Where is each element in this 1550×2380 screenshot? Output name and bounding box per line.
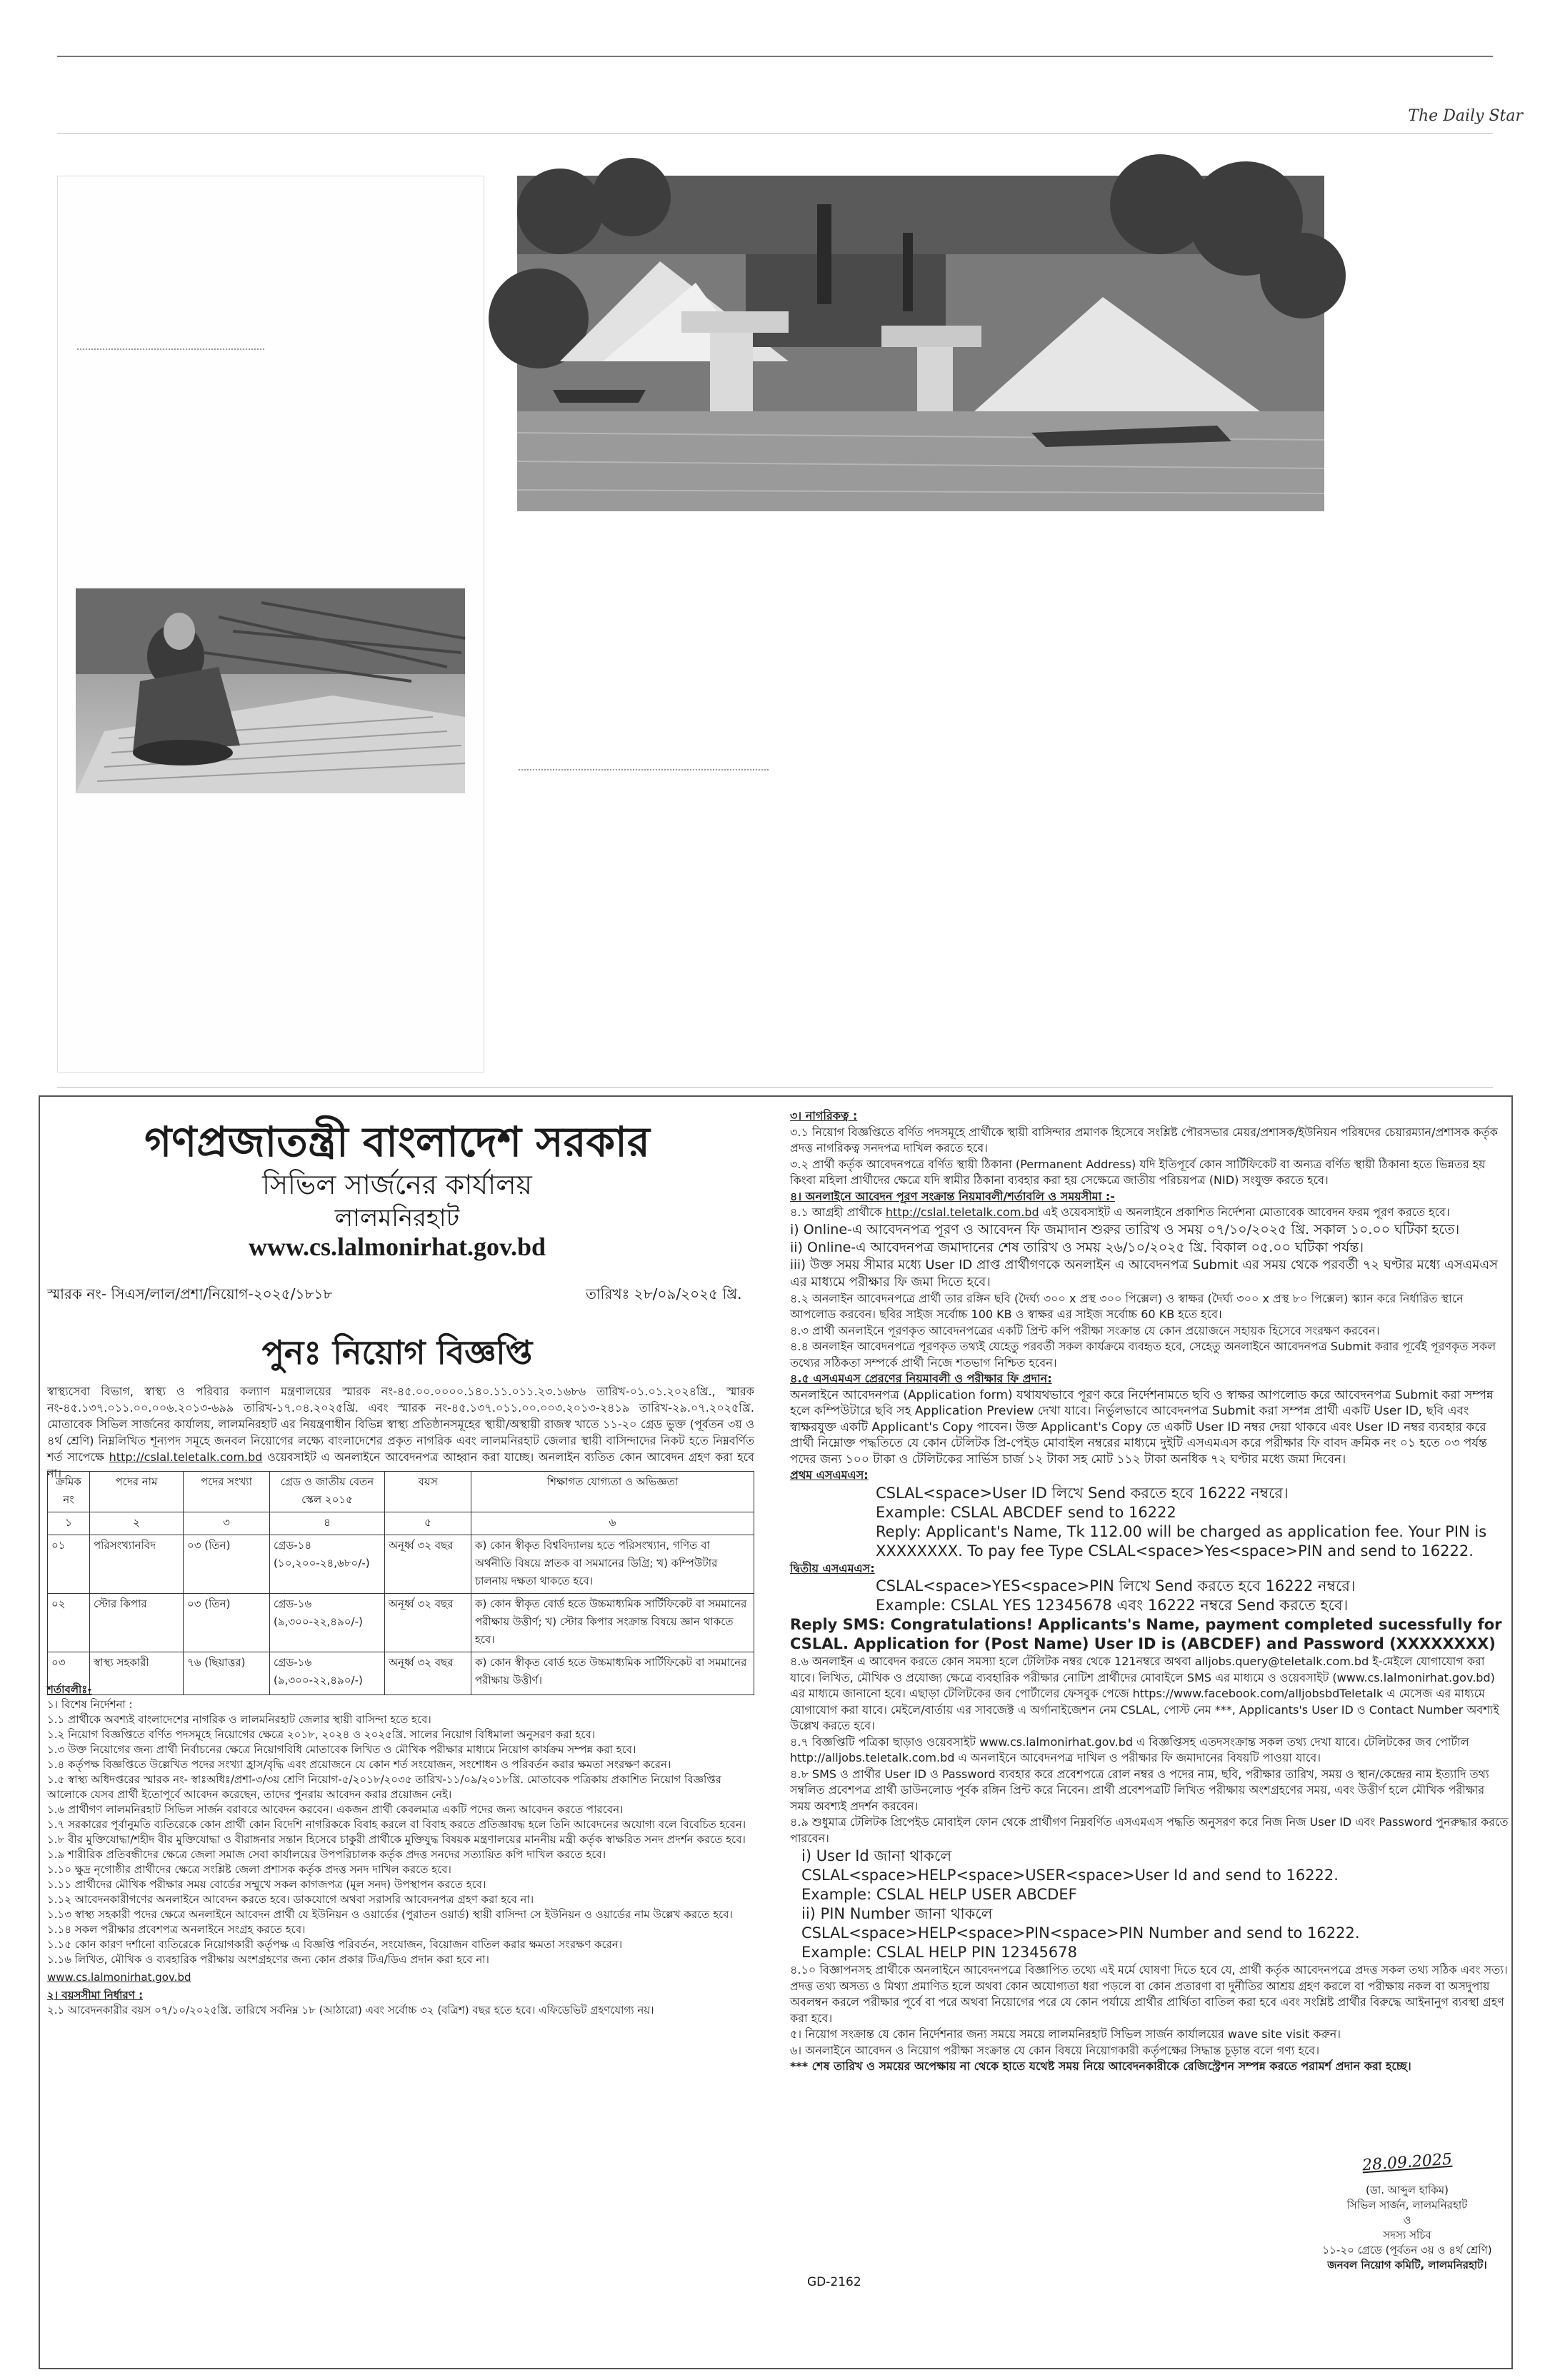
condition-item: ১.৯ শারীরিক প্রতিবন্ধীদের ক্ষেত্রে জেলা সমাজ সেবা কার্যালয়ের উপপরিচালক কর্তৃক প্রদত্ত সনদের সত্যায়িত কপি দাখিল করতে হবে। [47,1848,606,1861]
online-rule-1-pre: ৪.১ আগ্রহী প্রার্থীকে [790,1205,882,1219]
notice-website: www.cs.lalmonirhat.gov.bd [248,1232,546,1261]
retrieve-pin: ii) PIN Number জানা থাকলে [801,1905,993,1922]
condition-item: ১.৫ স্বাস্থ্য অধিদপ্তরের স্মারক নং- স্বাঃঅধিঃ/প্রশা-৩/৩য় শ্রেণি নিয়োগ-৫/২০১৮/২০৩৫ তারিখ-১১/০৯/২০১৮খ্রি. মোতাবেক পত্রিকায় প্রকাশিত নিয়োগ বিজ্ঞপ্তির আলোকে যেসব প্রার্থী ইতোপূর্বে আবেদন করেছেন, তাদের পুনরায় আবেদন করার প্রয়োজন নেই। [47,1773,721,1801]
gd-code: GD-2162 [807,2275,861,2289]
row-grade: গ্রেড-১৬ (৯,৩০০-২২,৪৯০/-) [270,1594,385,1652]
condition-item: ১.১৫ কোন কারণ দর্শানো ব্যতিরেকে নিয়োগকারী কর্তৃপক্ষ এ বিজ্ঞপ্তি পরিবর্তন, সংযোজন, বিয়োজন বাতিল করার ক্ষমতা সংরক্ষণ করেন। [47,1938,623,1951]
row-count: ০৩ (তিন) [184,1535,270,1594]
condition-item: ১। বিশেষ নির্দেশনা : [47,1698,133,1711]
online-heading: ৪। অনলাইনে আবেদন পূরণ সংক্রান্ত নিয়মাবলী/শর্তাবলি ও সময়সীমা :- [790,1189,1115,1203]
table-row [48,1594,754,1652]
photo-rule: ৪.২ অনলাইন আবেদনপত্রে প্রার্থী তার রঙ্গিন ছবি (দৈর্ঘ্য ৩০০ x প্রস্থ ৩০০ পিক্সেল) ও স্বাক্ষর (দৈর্ঘ্য ৩০০ x প্রস্থ ৮০ পিক্সেল) স্ক্যান করে নির্ধারিত স্থানে আপলোড করবেন। ছবির সাইজ সর্বোচ্চ 100 KB ও স্বাক্ষর এর সাইজ সর্বোচ্চ 60 KB হতে হবে। [790,1291,1464,1321]
signatory-committee-2: জনবল নিয়োগ কমিটি, লালমনিরহাট। [1327,2259,1487,2271]
signature-scrawl: 28.09.2025 [1361,2150,1453,2175]
condition-item: ১.৭ সরকারের পূর্বানুমতি ব্যতিরেকে কোন প্রার্থী কোন বিদেশি নাগরিককে বিবাহ করলে বা বিবাহ করতে প্রতিজ্ঞাবদ্ধ হলে তিনি আবেদনের অযোগ্য বলে বিবেচিত হবেন। [47,1818,746,1831]
col-qualification: শিক্ষাগত যোগ্যতা ও অভিজ্ঞতা [471,1472,754,1512]
notice-top-rule [57,1087,1493,1088]
citizenship-heading: ৩। নাগরিকত্ব : [790,1109,858,1123]
col-age: বয়স [385,1472,471,1512]
notice-government-title: গণপ্রজাতন্ত্রী বাংলাদেশ সরকার [144,1118,650,1166]
second-sms-example: Example: CSLAL YES 12345678 এবং 16222 নম্বরে Send করতে হবে। [876,1597,1349,1614]
table-row [48,1535,754,1594]
retrieve-user: i) User Id জানা থাকলে [801,1847,952,1864]
warning-rule: ৪.১০ বিজ্ঞাপনসহ প্রার্থীকে অনলাইনে আবেদনপত্রে বিজ্ঞাপিত তথ্যে এই মর্মে ঘোষণা দিতে হবে যে, প্রার্থী কর্তৃক আবেদনপত্রে প্রদত্ত সকল তথ্য সঠিক এবং সত্য। প্রদত্ত তথ্য অসত্য ও মিথ্যা প্রমাণিত হলে অথবা কোন অযোগ্যতা ধরা পড়লে বা কোন প্রতারণা বা দুর্নীতির আশ্রয় গ্রহণ করলে বা পরীক্ষায় নকল বা অসদুপায় অবলম্বন করলে পরীক্ষার পূর্বে বা পরে অথবা নিয়োগের পরে যে কোন পর্যায়ে প্রার্থীর প্রার্থিতা বাতিল করা হবে এবং সংশ্লিষ্ট প্রার্থীর বিরুদ্ধে আইনানুগ ব্যবস্থা গ্রহণ করা হবে। [790,1963,1508,2025]
first-sms-example: Example: CSLAL ABCDEF send to 16222 [876,1503,1176,1521]
col-grade: গ্রেড ও জাতীয় বেতন স্কেল ২০১৫ [270,1472,385,1512]
index-cell: ২ [90,1512,184,1535]
row-serial: ০২ [48,1594,90,1652]
condition-item: ১.১৪ সকল পরীক্ষার প্রবেশপত্র অনলাইনে সংগ্রহ করতে হবে। [47,1923,306,1936]
index-cell: ১ [48,1512,90,1535]
intro-link[interactable]: http://cslal.teletalk.com.bd [109,1450,263,1464]
index-cell: ৫ [385,1512,471,1535]
condition-item: ১.১২ আবেদনকারীগণের অনলাইনে আবেদন করতে হবে। ডাকযোগে অথবা সরাসরি আবেদনপত্র গ্রহণ করা হবে না। [47,1893,534,1906]
condition-item: ১.৮ বীর মুক্তিযোদ্ধা/শহীদ বীর মুক্তিযোদ্ধা ও বীরাঙ্গনার সন্তান হিসেবে চাকুরী প্রার্থীকে মুক্তিযুদ্ধ বিষয়ক মন্ত্রণালয়ের মাননীয় মন্ত্রী কর্তৃক স্বাক্ষরিত সনদ প্রদর্শন করতে হবে। [47,1833,746,1846]
teletalk-link[interactable]: http://cslal.teletalk.com.bd [885,1205,1039,1219]
row-serial: ০৩ [48,1652,90,1695]
correct-rule: ৪.৪ অনলাইন আবেদনপত্রে পূরণকৃত তথ্যই যেহেতু পরবর্তী সকল কার্যক্রমে ব্যবহৃত হবে, সেহেতু অনলাইনে আবেদনপত্র Submit করার পূর্বেই পূরণকৃত সকল তথ্যের সঠিকতা সম্পর্কে প্রার্থী নিজে শতভাগ নিশ্চিত হবেন। [790,1340,1496,1370]
online-rule-1-post: এই ওয়েবসাইট এ অনলাইনে প্রকাশিত নির্দেশনা মোতাবেক আবেদন ফরম পূরণ করতে হবে। [1042,1205,1450,1219]
sms-password-rule: ৪.৮ SMS ও প্রার্থীর User ID ও Password ব্যবহার করে প্রবেশপত্রে রোল নম্বর ও পদের নাম, ছবি, পরীক্ষার তারিখ, সময় ও স্থান/কেন্দ্রের নাম ইত্যাদি তথ্য সম্বলিত প্রবেশপত্র প্রার্থী ডাউনলোড পূর্বক রঙ্গিন প্রিন্ট করে নিবেন। প্রার্থী প্রবেশপত্রটি লিখিত পরীক্ষায় অংশগ্রহণের সময়, এবং উত্তীর্ণ হলে মৌখিক পরীক্ষার সময় অবশ্যই প্রদর্শন করবেন। [790,1767,1489,1813]
second-sms-heading: দ্বিতীয় এসএমএস: [790,1561,875,1575]
first-sms-reply: Reply: Applicant's Name, Tk 112.00 will be charged as application fee. Your PIN is XXXXXXXX. To pay fee Type CSLAL<space>Yes<space>PIN and send to 16222. [876,1522,1487,1560]
condition-item: ১.৪ কর্তৃপক্ষ বিজ্ঞপ্তিতে উল্লেখিত পদের সংখ্যা হ্রাস/বৃদ্ধি এবং প্রয়োজনে যে কোন শর্ত সংযোজন, সংশোধন ও পরিবর্তন করার ক্ষমতা সংরক্ষণ করেন। [47,1758,671,1771]
condition-item: ১.৩ উক্ত নিয়োগের জন্য প্রার্থী নির্বাচনের ক্ষেত্রে নিয়োগবিধি মোতাবেক লিখিত ও মৌখিক পরীক্ষার মাধ্যমে নিয়োগ কার্যক্রম সম্পন্ন করা হবে। [47,1743,636,1756]
weaver-photo [76,588,465,793]
age-heading: ২। বয়সসীমা নির্ধারণ : [47,1989,144,2002]
condition-item: ১.১০ ক্ষুদ্র নৃগোষ্ঠীর প্রার্থীদের ক্ষেত্রে সংশ্লিষ্ট জেলা প্রশাসক কর্তৃক প্রদত্ত সনদ দাখিল করতে হবে। [47,1863,451,1876]
online-end: ii) Online-এ আবেদনপত্র জমাদানের শেষ তারিখ ও সময় ২৬/১০/২০২৫ খ্রি. বিকাল ০৫.০০ ঘটিকা পর্যন্ত। [790,1239,1364,1255]
memo-date: তারিখঃ ২৮/০৯/২০২৫ খ্রি. [586,1285,742,1302]
row-age: অনূর্ধ্ব ৩২ বছর [385,1652,471,1695]
row-age: অনূর্ধ্ব ৩২ বছর [385,1535,471,1594]
retrieve-pin-command: CSLAL<space>HELP<space>PIN<space>PIN Number and send to 16222. [801,1924,1360,1942]
row-count: ০৩ (তিন) [184,1594,270,1652]
top-rule [57,56,1493,57]
sms-intro: অনলাইনে আবেদনপত্র (Application form) যথাযথভাবে পূরণ করে নির্দেশনামতে ছবি ও স্বাক্ষর আপলোড করে আবেদনপত্র Submit করা সম্পন্ন হলে কম্পিউটারে ছবি সহ Application Preview দেখা যাবে। নির্ভুলভাবে আবেদনপত্র Submit করা সম্পন্ন প্রার্থী একটি User ID, ছবি এবং স্বাক্ষরযুক্ত একটি Applicant's Copy পাবেন। উক্ত Applicant's Copy তে একটি User ID নম্বর দেয়া থাকবে এবং User ID নম্বর ব্যবহার করে প্রার্থী নিম্নোক্ত পদ্ধতিতে যে কোন টেলিটক প্রি-পেইড মোবাইল নম্বরের মাধ্যমে দুইটি এসএমএস করে পরীক্ষার ফি বাবদ ক্রমিক নং ০১ হতে ০৩ পর্যন্ত পদের জন্য ১০০ টাকা ও টেলিটকের সার্ভিস চার্জ ১২ টাকা সহ মোট ১১২ টাকা অনধিক ৭২ ঘণ্টার মধ্যে জমা দিবেন। [790,1387,1494,1467]
row-serial: ০১ [48,1535,90,1594]
row-post: স্টোর কিপার [90,1594,184,1652]
table-index-row [48,1512,754,1535]
second-sms-reply: Reply SMS: Congratulations! Applicants's Name, payment completed sucessfully for CSLAL. Application for (Post Name) User ID is (ABCDEF) and Password (XXXXXXXX) [790,1616,1502,1652]
row-grade: গ্রেড-১৬ (৯,৩০০-২২,৪৯০/-) [270,1652,385,1695]
website-link[interactable]: www.cs.lalmonirhat.gov.bd [47,1971,191,1984]
row-age: অনূর্ধ্ব ৩২ বছর [385,1594,471,1652]
row-grade: গ্রেড-১৪ (১০,২০০-২৪,৬৮০/-) [270,1535,385,1594]
posts-table [47,1471,754,1695]
online-start: i) Online-এ আবেদনপত্র পূরণ ও আবেদন ফি জমাদান শুরুর তারিখ ও সময় ০৭/১০/২০২৫ খ্রি. সকাল ১০.০০ ঘটিকা হতে। [790,1221,1460,1237]
signatory-and: ও [1403,2214,1411,2226]
col-count: পদের সংখ্যা [184,1472,270,1512]
signatory-committee: ১১-২০ গ্রেডে (পূর্বতন ৩য় ও ৪র্থ শ্রেণি) [1322,2244,1492,2256]
website-rule: ৪.৭ বিজ্ঞপ্তিটি পত্রিকা ছাড়াও ওয়েবসাইট www.cs.lalmonirhat.gov.bd এ বিজ্ঞপ্তিসহ এতদসংক্রান্ত সকল তথ্য দেখা যাবে। টেলিটকের জব পোর্টাল http://alljobs.teletalk.com.bd এ অনলাইনে আবেদনপত্র দাখিল ও পরীক্ষার ফি জমাদানের বিষয়টি পাওয়া যাবে। [790,1734,1469,1764]
col-post: পদের নাম [90,1472,184,1512]
notice-office: সিভিল সার্জনের কার্যালয় [262,1169,532,1200]
retrieve-rule: ৪.৯ শুধুমাত্র টেলিটক প্রিপেইড মোবাইল ফোন থেকে প্রার্থীগণ নিম্নবর্ণিত এসএমএস পদ্ধতি অনুসরণ করে নিজ নিজ User ID এবং Password পুনরুদ্ধার করতে পারবেন। [790,1815,1509,1845]
row-qualification: ক) কোন স্বীকৃত বোর্ড হতে উচ্চমাধ্যমিক সার্টিফিকেট বা সমমানের পরীক্ষায় উত্তীর্ণ; খ) স্টোর কিপার সংক্রান্ত বিষয়ে জ্ঞান থাকতে হবে। [471,1594,754,1652]
row-post: পরিসংখ্যানবিদ [90,1535,184,1594]
first-sms-heading: প্রথম এসএমএস: [790,1468,869,1482]
permanent-address-text: ৩.২ প্রার্থী কর্তৃক আবেদনপত্রে বর্ণিত স্থায়ী ঠিকানা (Permanent Address) যদি ইতিপূর্বে কোন সার্টিফিকেট বা অন্যত্র বর্ণিত স্থায়ী ঠিকানা হতে ভিন্নতর হয় কিংবা মহিলা প্রার্থীদের ক্ষেত্রে যদি স্বামীর ঠিকানা ব্যবহার করা হয় সেক্ষেত্রে জাতীয় পরিচয়পত্র (NID) সংযুক্ত করতে হবে। [790,1157,1486,1187]
condition-item: ১.১১ প্রার্থীদের মৌখিক পরীক্ষার সময় বোর্ডের সম্মুখে সকল কাগজপত্র (মূল সনদ) উপস্থাপন করতে হবে। [47,1878,486,1891]
age-rule: ২.১ আবেদনকারীর বয়স ০৭/১০/২০২৫খ্রি. তারিখে সর্বনিম্ন ১৮ (আঠারো) এবং সর্বোচ্চ ৩২ (বত্রিশ) বছর হতে হবে। এফিডেভিট গ্রহণযোগ্য নয়। [47,2004,654,2017]
riverbank-photo [517,176,1324,511]
header-rule [57,133,1493,134]
conditions-block [47,1682,754,2354]
note-text: *** শেষ তারিখ ও সময়ের অপেক্ষায় না থেকে হাতে যথেষ্ট সময় নিয়ে আবেদনকারীকে রেজিস্ট্রেশন সম্পন্ন করতে পরামর্শ প্রদান করা হচ্ছে। [790,2059,1411,2073]
row-qualification: ক) কোন স্বীকৃত বোর্ড হতে উচ্চমাধ্যমিক সার্টিফিকেট বা সমমানের পরীক্ষায় উত্তীর্ণ। [471,1652,754,1695]
first-sms-command: CSLAL<space>User ID লিখে Send করতে হবে 16222 নম্বরে। [876,1484,1289,1502]
right-column [790,1108,1509,2137]
sms-heading: ৪.৫ এসএমএস প্রেরণের নিয়মাবলী ও পরীক্ষার ফি প্রদান: [790,1372,1052,1385]
signatory-member: সদস্য সচিব [1383,2229,1431,2241]
row-count: ৭৬ (ছিয়াত্তর) [184,1652,270,1695]
notice-heading: পুনঃ নিয়োগ বিজ্ঞপ্তি [261,1333,533,1372]
memo-number: স্মারক নং- সিএস/লাল/প্রশা/নিয়োগ-২০২৫/১৮১৮ [47,1285,333,1302]
index-cell: ৩ [184,1512,270,1535]
help-rule: ৪.৬ অনলাইন এ আবেদন করতে কোন সমস্যা হলে টেলিটক নম্বর থেকে 121নম্বরে অথবা alljobs.query@teletalk.com.bd ই-মেইলে যোগাযোগ করা যাবে। লিখিত, মৌখিক ও প্রযোজ্য ক্ষেত্রে ব্যবহারিক পরীক্ষার নোটিশ প্রার্থীদের মোবাইলে SMS এর মাধ্যমে ও ওয়েবসাইট (www.cs.lalmonirhat.gov.bd) এর মাধ্যমে জানানো হবে। এছাড়া টেলিটকের জব পোর্টালের ফেসবুক পেজে https://www.facebook.com/alljobsbdTeletalk এ মেসেজ এর মাধ্যমে যোগাযোগ করা যাবে। মেইলে/বার্তায় এর সাবজেক্ট এ অর্গানাইজেশন নেম CSLAL, পোস্ট নেম ***, Applicants's User ID ও Contact Number অবশ্যই উল্লেখ করতে হবে। [790,1655,1499,1732]
col-serial: ক্রমিক নং [48,1472,90,1512]
conditions-heading: শর্তাবলীঃ- [47,1683,92,1696]
second-sms-command: CSLAL<space>YES<space>PIN লিখে Send করতে হবে 16222 নম্বরে। [876,1577,1356,1595]
website-link-2[interactable] [47,1970,754,1985]
signatory-name: (ডা. আব্দুল হাকিম) [1366,2184,1449,2196]
online-rule-1 [790,1205,1509,1221]
online-submit: iii) উক্ত সময় সীমার মধ্যে User ID প্রাপ্ত প্রার্থীগণকে অনলাইন এ আবেদনপত্র Submit এর সময় থেকে পরবর্তী ৭২ ঘণ্টার মধ্যে এসএমএস এর মাধ্যমে পরীক্ষার ফি জমা দিতে হবে। [790,1257,1498,1290]
row-post: স্বাস্থ্য সহকারী [90,1652,184,1695]
signature-block [1307,2150,1507,2273]
masthead: The Daily Star [1408,107,1523,125]
intro-text: স্বাস্থ্যসেবা বিভাগ, স্বাস্থ্য ও পরিবার কল্যাণ মন্ত্রণালয়ের স্মারক নং-৪৫.০০.০০০০.১৪০.১১.০১১.২৩.১৬৮৬ তারিখ-০১.০১.২০২৪খ্রি., স্মারক নং-৪৫.১৩৭.০১১.০০.০০৬.২০১৩-৬৯৯ তারিখ-১৭.০৪.২০২৫খ্রি. এবং স্মারক নং-৪৫.১৩৭.০১১.০০.০০৩.২০১৩-২৪১৯ তারিখ-২৯.০৭.২০২৫খ্রি. মোতাবেক সিভিল সার্জনের কার্যালয়, লালমনিরহাট এর নিয়ন্ত্রণাধীন বিভিন্ন স্বাস্থ্য প্রতিষ্ঠানসমূহের স্থায়ী/অস্থায়ী রাজস্ব খাতে ১১-২০ গ্রেড ভুক্ত (পূর্বতন ৩য় ও ৪র্থ শ্রেণি) নিম্নলিখিত শূন্যপদ সমূহে জনবল নিয়োগের লক্ষ্যে বাংলাদেশের প্রকৃত নাগরিক এবং লালমনিরহাট জেলার স্থায়ী বাসিন্দাদের নিকট হতে নিম্নবর্ণিত শর্ত সাপেক্ষে [47,1385,754,1464]
retrieve-user-command: CSLAL<space>HELP<space>USER<space>User Id and send to 16222. [801,1867,1339,1884]
wave-rule: ৫। নিয়োগ সংক্রান্ত যে কোন নির্দেশনার জন্য সময়ে সময়ে লালমনিরহাট সিভিল সার্জন কার্যালয়ের wave site visit করুন। [790,2027,1341,2041]
table-header-row [48,1472,754,1512]
index-cell: ৬ [471,1512,754,1535]
index-cell: ৪ [270,1512,385,1535]
row-qualification: ক) কোন স্বীকৃত বিশ্ববিদ্যালয় হতে পরিসংখ্যান, গণিত বা অর্থনীতি বিষয়ে স্নাতক বা সমমানের ডিগ্রি; খ) কম্পিউটার চালনায় দক্ষতা থাকতে হবে। [471,1535,754,1594]
left-divider [77,348,264,350]
retrieve-user-example: Example: CSLAL HELP USER ABCDEF [801,1886,1077,1903]
notice-district: লালমনিরহাট [334,1204,460,1232]
print-rule: ৪.৩ প্রার্থী অনলাইনে পূরণকৃত আবেদনপত্রের একটি প্রিন্ট কপি পরীক্ষা সংক্রান্ত যে কোন প্রয়োজনে সহায়ক হিসেবে সংরক্ষণ করবেন। [790,1323,1380,1337]
signatory-title: সিভিল সার্জন, লালমনিরহাট [1346,2199,1468,2211]
condition-item: ১.১৩ স্বাস্থ্য সহকারী পদের ক্ষেত্রে অনলাইনে আবেদন প্রার্থী যে ইউনিয়ন ও ওয়ার্ডের (পুরাতন ওয়ার্ড) স্থায়ী বাসিন্দা সে ইউনিয়ন ও ওয়ার্ডের নাম উল্লেখ করতে হবে। [47,1908,733,1921]
condition-item: ১.২ নিয়োগ বিজ্ঞপ্তিতে বর্ণিত পদসমূহে নিয়োগের ক্ষেত্রে ২০১৮, ২০২৪ ও ২০২৫খ্রি. সালের নিয়োগ বিধিমালা অনুসরণ করা হবে। [47,1728,596,1741]
center-divider [519,769,769,770]
retrieve-pin-example: Example: CSLAL HELP PIN 12345678 [801,1944,1077,1961]
intro-tail: ওয়েবসাইট এ অনলাইনে আবেদনপত্র আহ্বান করা যাচ্ছে। অনলাইন ব্যতিত কোন আবেদন গ্রহণ করা হবে না। [47,1450,754,1480]
citizenship-text: ৩.১ নিয়োগ বিজ্ঞপ্তিতে বর্ণিত পদসমূহে প্রার্থীকে স্থায়ী বাসিন্দার প্রমাণক হিসেবে সংশ্লিষ্ট পৌরসভার মেয়র/প্রশাসক/ইউনিয়ন পরিষদের চেয়ারম্যান/প্রশাসক কর্তৃক প্রদত্ত নাগরিকত্ব সনদপত্র দাখিল করতে হবে। [790,1125,1498,1155]
notice-intro [47,1383,754,1480]
condition-item: ১.১৬ লিখিত, মৌখিক ও ব্যবহারিক পরীক্ষায় অংশগ্রহণের জন্য কোন প্রকার টিএ/ডিএ প্রদান করা হবে না। [47,1953,489,1966]
condition-item: ১.৬ প্রার্থীগণ লালমনিরহাট সিভিল সার্জন বরাবরে আবেদন করবেন। একজন প্রার্থী কেবলমাত্র একটি পদের জন্য আবেদন করতে পারবেন। [47,1803,624,1816]
final-rule: ৬। অনলাইনে আবেদন ও নিয়োগ পরীক্ষা সংক্রান্ত যে কোন বিষয়ে নিয়োগকারী কর্তৃপক্ষের সিদ্ধান্ত চূড়ান্ত বলে গণ্য হবে। [790,2043,1320,2057]
condition-item: ১.১ প্রার্থীকে অবশ্যই বাংলাদেশের নাগরিক ও লালমনিরহাট জেলার স্থায়ী বাসিন্দা হতে হবে। [47,1713,431,1726]
